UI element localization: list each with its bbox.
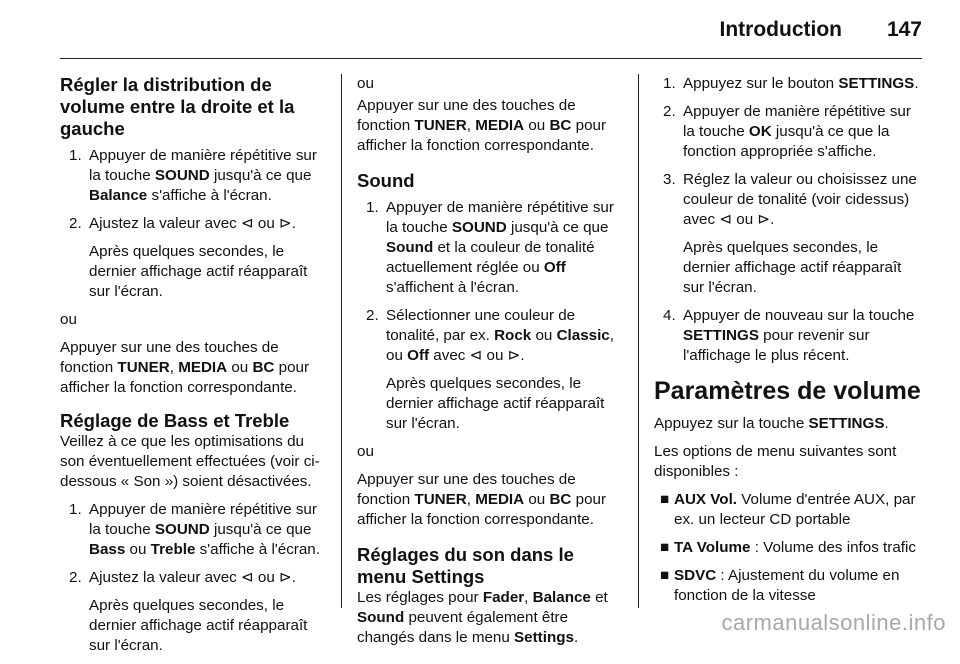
paragraph-note: Veillez à ce que les optimisations du son éventuellement effectuées (voir ci-dessous « Son ») soient désactivées.: [60, 433, 320, 490]
step: 2. Ajustez la valeur avec ⊲ ou ⊳.: [69, 569, 296, 586]
page-header: [0, 14, 960, 54]
right-arrow-icon: ⊳: [757, 211, 771, 228]
heading-bass-treble: Réglage de Bass et Treble: [60, 410, 290, 431]
column-divider: [341, 74, 342, 608]
step-note: Après quelques secondes, le dernier affichage actif réapparaît sur l'écran.: [89, 597, 308, 654]
page-section-title: Introduction: [719, 18, 842, 41]
heading-sound-settings: Réglages du son dans le menu Settings: [357, 544, 574, 587]
step-note: Après quelques secondes, le dernier affichage actif réapparaît sur l'écran.: [386, 375, 605, 432]
step-note: Après quelques secondes, le dernier affichage actif réapparaît sur l'écran.: [89, 243, 308, 300]
list-item: ■ AUX Vol. Volume d'entrée AUX, par ex. un lecteur CD portable: [660, 491, 916, 528]
left-arrow-icon: ⊲: [719, 211, 733, 228]
right-arrow-icon: ⊳: [279, 215, 292, 232]
right-arrow-icon: ⊳: [279, 569, 292, 586]
paragraph-alt: Appuyer sur une des touches de fonction TUNER, MEDIA ou BC pour afficher la fonction correspondante.: [60, 339, 310, 396]
step: 1. Appuyez sur le bouton SETTINGS.: [663, 75, 919, 92]
right-arrow-icon: ⊳: [507, 347, 521, 364]
column-right: [654, 74, 922, 614]
column-left: [60, 74, 326, 664]
paragraph-options: Les options de menu suivantes sont disponibles :: [654, 443, 897, 480]
heading-volume-params: Paramètres de volume: [654, 377, 921, 405]
bullet-icon: ■: [660, 567, 670, 584]
column-divider: [638, 74, 639, 608]
step: 1. Appuyer de manière répétitive sur la touche SOUND jusqu'à ce que Balance s'affiche à l'écran.: [69, 147, 317, 204]
bullet-icon: ■: [660, 539, 670, 556]
column-middle: [357, 74, 623, 656]
paragraph-or: ou: [60, 311, 77, 328]
step: 3. Réglez la valeur ou choisissez une couleur de tonalité (voir cidessus) avec ⊲ ou ⊳.: [663, 171, 917, 228]
header-rule: [60, 58, 922, 59]
left-arrow-icon: ⊲: [469, 347, 483, 364]
step: 2. Appuyer de manière répétitive sur la touche OK jusqu'à ce que la fonction appropriée s'affiche.: [663, 103, 911, 160]
paragraph-settings: Les réglages pour Fader, Balance et Sound peuvent également être changés dans le menu Settings.: [357, 589, 608, 646]
step-note: Après quelques secondes, le dernier affichage actif réapparaît sur l'écran.: [683, 239, 902, 296]
paragraph-or: ou: [357, 75, 374, 92]
watermark: carmanualsonline.info: [721, 610, 946, 635]
list-item: ■ SDVC : Ajustement du volume en fonction de la vitesse: [660, 567, 900, 604]
heading-sound: Sound: [357, 170, 415, 191]
list-item: ■ TA Volume : Volume des infos trafic: [660, 539, 916, 556]
paragraph-alt: Appuyer sur une des touches de fonction TUNER, MEDIA ou BC pour afficher la fonction correspondante.: [357, 471, 607, 528]
paragraph-or: ou: [357, 443, 374, 460]
paragraph-settings-key: Appuyez sur la touche SETTINGS.: [654, 415, 889, 432]
step: 4. Appuyer de nouveau sur la touche SETTINGS pour revenir sur l'affichage le plus récent.: [663, 307, 915, 364]
step: 2. Sélectionner une couleur de tonalité, par ex. Rock ou Classic, ou Off avec ⊲ ou ⊳.: [366, 307, 614, 364]
bullet-icon: ■: [660, 491, 670, 508]
paragraph-alt: Appuyer sur une des touches de fonction TUNER, MEDIA ou BC pour afficher la fonction correspondante.: [357, 97, 607, 154]
left-arrow-icon: ⊲: [240, 569, 254, 586]
step: 1. Appuyer de manière répétitive sur la touche SOUND jusqu'à ce que Sound et la couleur de tonalité actuellement réglée ou Off s'affichent à l'écran.: [366, 199, 614, 296]
step: 2. Ajustez la valeur avec ⊲ ou ⊳.: [69, 215, 296, 232]
left-arrow-icon: ⊲: [240, 215, 254, 232]
page-number: 147: [886, 18, 922, 41]
step: 1. Appuyer de manière répétitive sur la touche SOUND jusqu'à ce que Bass ou Treble s'affiche à l'écran.: [69, 501, 320, 558]
heading-balance: Régler la distribution de volume entre la droite et la gauche: [60, 74, 295, 139]
